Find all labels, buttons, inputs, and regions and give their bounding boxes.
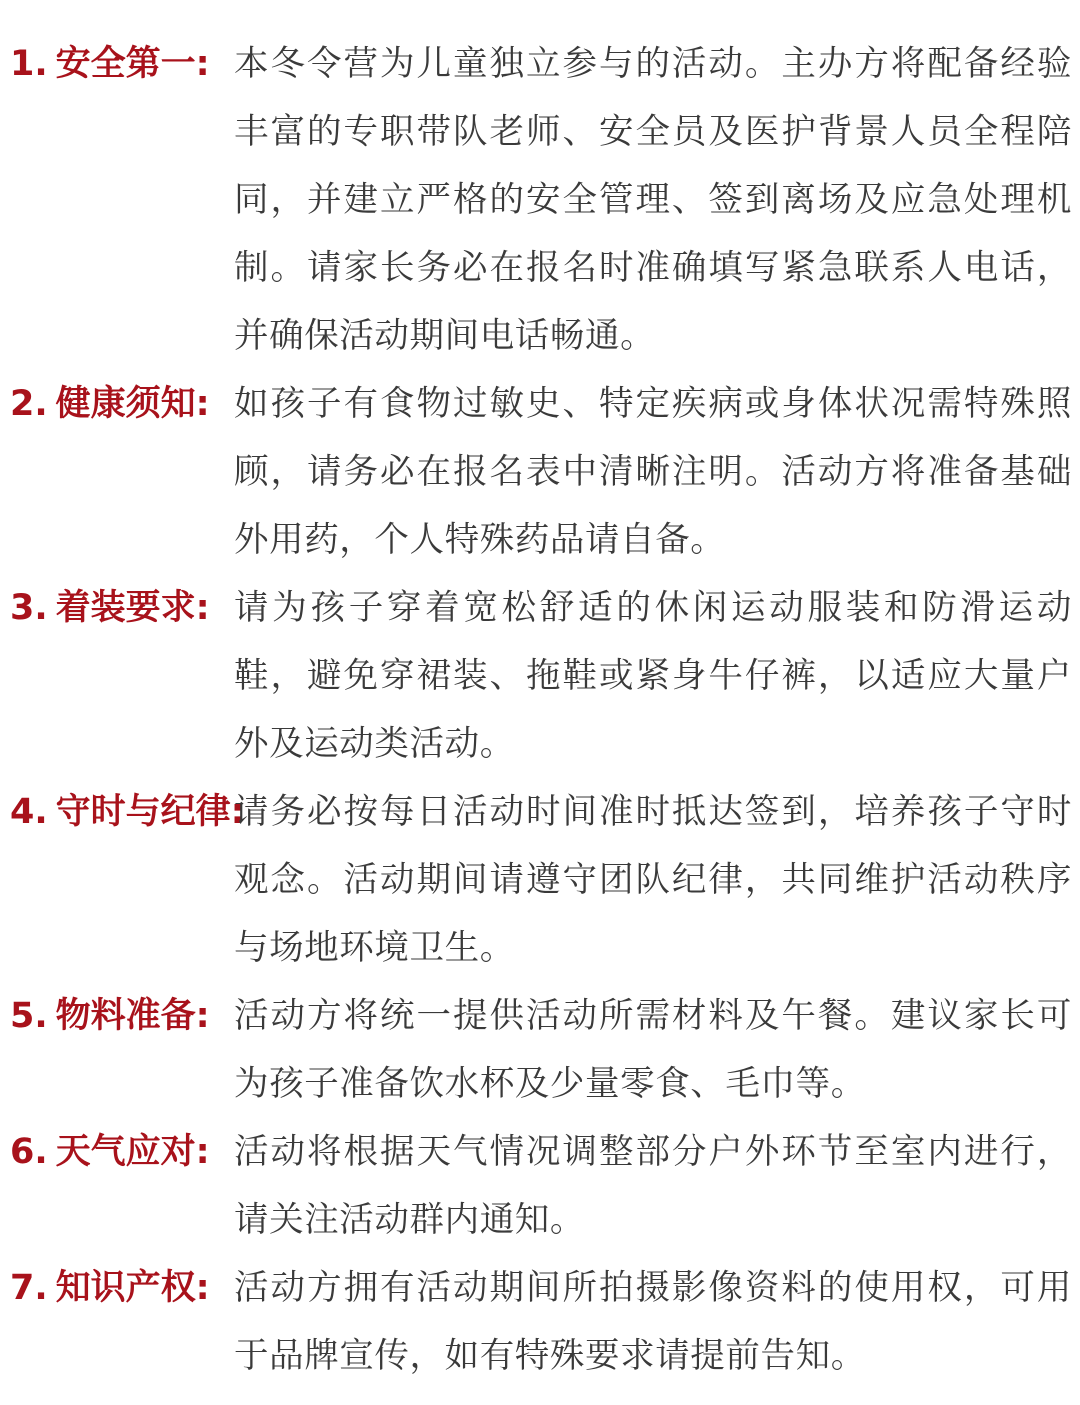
notice-label <box>10 370 234 438</box>
notice-text: 活动方拥有活动期间所拍摄影像资料的使用权，可用于品牌宣传，如有特殊要求请提前告知。 <box>234 1268 1072 1376</box>
notice-title: 物料准备: <box>55 996 210 1036</box>
notice-item-ip-rights <box>10 1254 1072 1390</box>
notice-list <box>10 30 1072 1390</box>
notice-number: 6. <box>10 1132 48 1172</box>
notice-number: 3. <box>10 588 48 628</box>
notice-label <box>10 1254 234 1322</box>
notice-item-punctuality <box>10 778 1072 982</box>
notice-title: 知识产权: <box>55 1268 210 1308</box>
notice-number: 2. <box>10 384 48 424</box>
notice-title: 安全第一: <box>55 44 210 84</box>
notice-text: 请为孩子穿着宽松舒适的休闲运动服装和防滑运动鞋，避免穿裙装、拖鞋或紧身牛仔裤，以适应大量户外及运动类活动。 <box>234 588 1072 764</box>
notice-text: 活动方将统一提供活动所需材料及午餐。建议家长可为孩子准备饮水杯及少量零食、毛巾等。 <box>234 996 1072 1104</box>
notice-item-dress-code <box>10 574 1072 778</box>
notice-label <box>10 778 245 846</box>
notice-item-materials <box>10 982 1072 1118</box>
notice-item-safety <box>10 30 1072 370</box>
notice-number: 7. <box>10 1268 48 1308</box>
notice-item-weather <box>10 1118 1072 1254</box>
notice-text: 活动将根据天气情况调整部分户外环节至室内进行，请关注活动群内通知。 <box>234 1132 1072 1240</box>
notice-label <box>10 30 234 98</box>
notice-number: 1. <box>10 44 48 84</box>
notice-label <box>10 982 234 1050</box>
notice-item-health <box>10 370 1072 574</box>
notice-title: 着装要求: <box>55 588 210 628</box>
notice-title: 守时与纪律: <box>55 792 245 832</box>
notice-number: 4. <box>10 792 48 832</box>
notice-text: 请务必按每日活动时间准时抵达签到，培养孩子守时观念。活动期间请遵守团队纪律，共同维护活动秩序与场地环境卫生。 <box>234 792 1072 968</box>
notice-text: 如孩子有食物过敏史、特定疾病或身体状况需特殊照顾，请务必在报名表中清晰注明。活动方将准备基础外用药，个人特殊药品请自备。 <box>234 384 1072 560</box>
notice-number: 5. <box>10 996 48 1036</box>
notice-text: 本冬令营为儿童独立参与的活动。主办方将配备经验丰富的专职带队老师、安全员及医护背景人员全程陪同，并建立严格的安全管理、签到离场及应急处理机制。请家长务必在报名时准确填写紧急联系人电话，并确保活动期间电话畅通。 <box>234 44 1072 356</box>
notice-title: 天气应对: <box>55 1132 210 1172</box>
notice-label <box>10 574 234 642</box>
notice-label <box>10 1118 234 1186</box>
notice-title: 健康须知: <box>55 384 210 424</box>
